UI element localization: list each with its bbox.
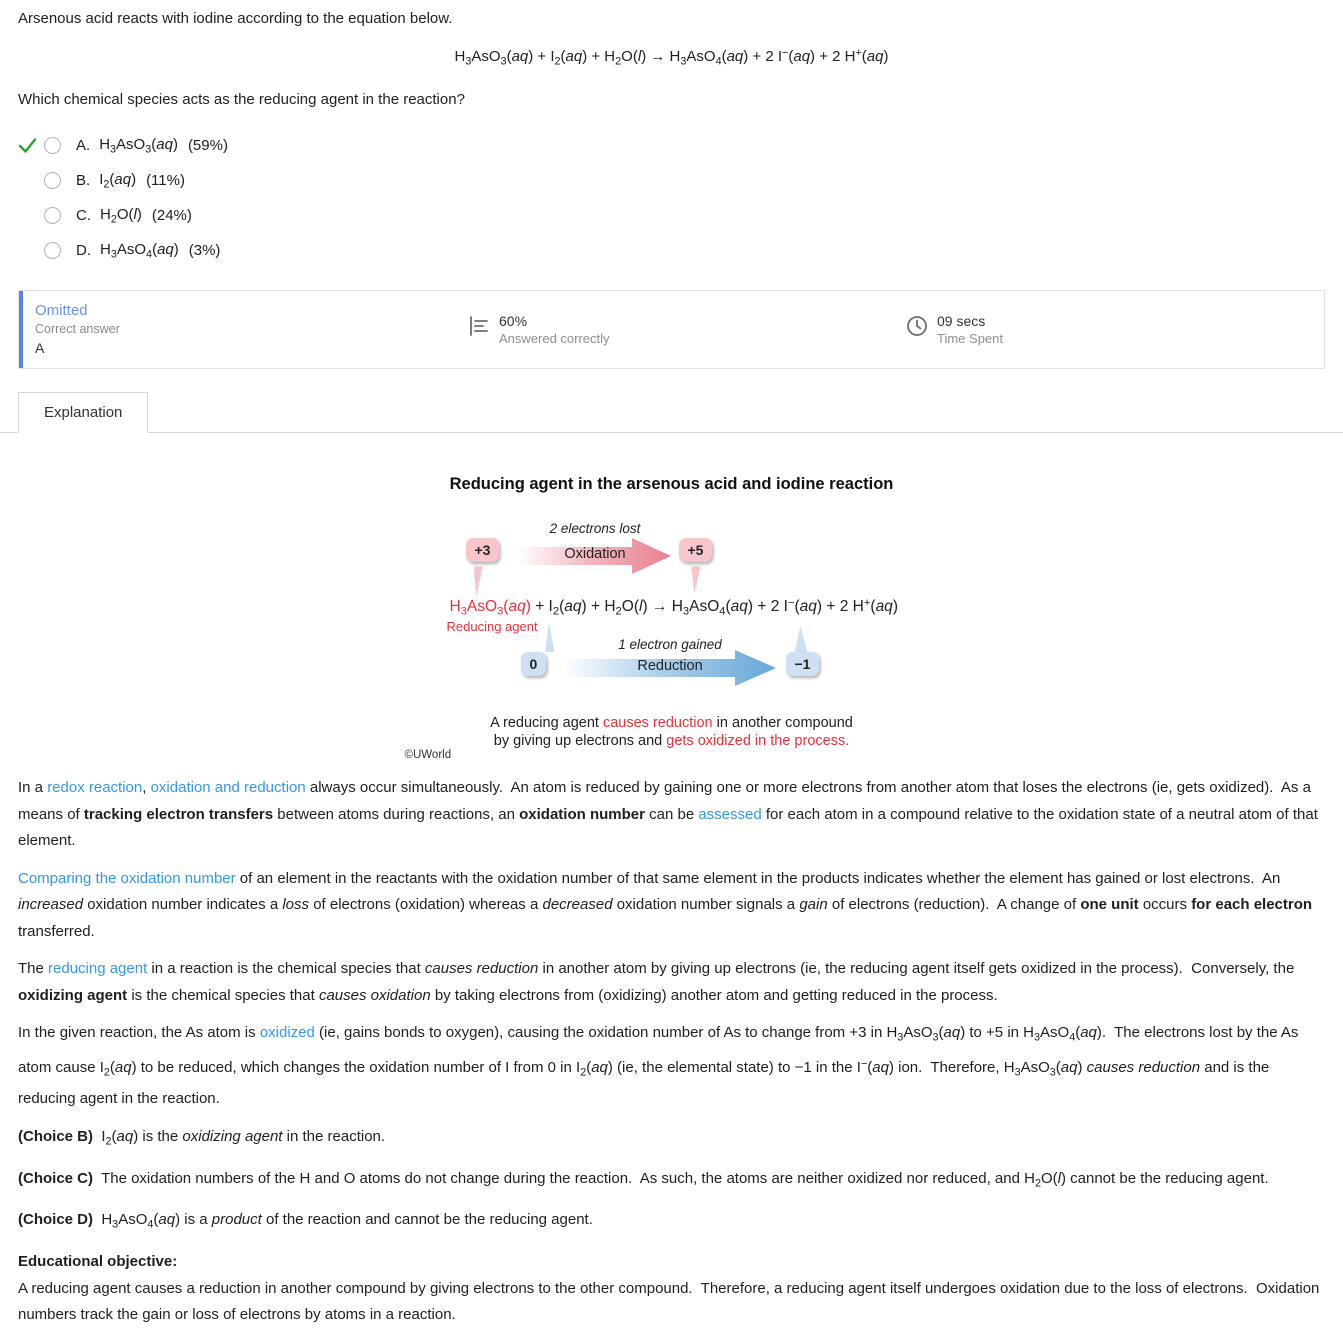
text-segment: oxidation number signals a bbox=[612, 896, 800, 914]
text-segment: (Choice C) bbox=[18, 1169, 93, 1187]
explanation-paragraph bbox=[18, 775, 1325, 855]
text-segment: ( bbox=[151, 136, 157, 154]
text-segment: ) bbox=[525, 598, 531, 616]
text-segment: 4 bbox=[146, 248, 153, 261]
text-segment: product bbox=[211, 1211, 262, 1229]
text-segment: AsO bbox=[686, 47, 716, 65]
oxidation-arrow bbox=[518, 536, 673, 576]
text-segment: − bbox=[860, 1058, 868, 1071]
text-segment: 3 bbox=[110, 143, 117, 156]
question-block bbox=[0, 0, 1343, 268]
text-segment: of electrons (reduction). A change of bbox=[827, 896, 1081, 914]
text-segment: in the reaction. bbox=[282, 1127, 386, 1145]
text-segment: 3 bbox=[682, 605, 690, 618]
text-segment: ) bbox=[136, 206, 142, 224]
text-segment: H bbox=[100, 241, 111, 259]
radio-button[interactable] bbox=[44, 137, 61, 154]
text-segment: ) → H bbox=[642, 598, 683, 616]
text-segment: one unit bbox=[1080, 896, 1139, 914]
text-segment: O( bbox=[621, 47, 638, 65]
text-segment: tracking electron transfers bbox=[83, 805, 274, 823]
question-stem: Arsenous acid reacts with iodine according to the equation below. bbox=[18, 10, 453, 27]
text-segment: ( bbox=[152, 241, 158, 259]
text-segment: aq bbox=[116, 1127, 134, 1145]
figure-equation bbox=[450, 597, 898, 618]
text-segment: + bbox=[863, 597, 871, 610]
text-segment: aq bbox=[511, 47, 529, 65]
text-segment: 3 bbox=[460, 605, 467, 618]
text-segment: of an element in the reactants with the oxidation number of that same element in the products indicates whether the element has gained or lost electrons. An bbox=[235, 869, 1285, 887]
text-segment: 2 bbox=[580, 1066, 587, 1079]
text-segment: gets oxidized in the process. bbox=[666, 733, 850, 750]
text-segment: ) (ie, the elemental state) to −1 in the I bbox=[607, 1059, 861, 1077]
text-segment: ) bbox=[892, 598, 898, 616]
explanation-paragraph bbox=[18, 1020, 1325, 1112]
text-segment: transferred. bbox=[18, 896, 1317, 940]
text-segment: always occur simultaneously. An atom is reduced by gaining one or more electrons from another atom that loses the electrons (ie, gets oxidized). As a means of bbox=[18, 779, 1316, 823]
text-segment: ) + I bbox=[528, 47, 555, 65]
text-segment: in another atom by giving up electrons (ie, the reducing agent itself gets oxidized in the process). Conversely, the bbox=[538, 960, 1299, 978]
text-segment: of electrons (oxidation) whereas a bbox=[309, 896, 543, 914]
text-segment: 3 bbox=[680, 55, 687, 68]
text-segment: causes reduction bbox=[1086, 1059, 1201, 1077]
time-value: 09 secs bbox=[937, 313, 986, 330]
figure-title: Reducing agent in the arsenous acid and iodine reaction bbox=[449, 475, 894, 494]
text-segment: ) is the bbox=[133, 1127, 183, 1145]
text-segment: O( bbox=[621, 598, 639, 616]
text-segment: − bbox=[787, 597, 795, 610]
answer-choices bbox=[18, 128, 1325, 268]
inline-link[interactable]: assessed bbox=[698, 805, 762, 823]
text-segment: 2 bbox=[110, 213, 117, 226]
text-segment: ( bbox=[867, 1059, 873, 1077]
text-segment: ( bbox=[721, 47, 727, 65]
text-segment: ( bbox=[506, 47, 512, 65]
correct-answer-label: Correct answer bbox=[35, 322, 120, 337]
text-segment: ) bbox=[883, 47, 889, 65]
inline-link[interactable]: redox reaction bbox=[47, 779, 143, 797]
text-segment: ) → H bbox=[641, 47, 681, 65]
text-segment: for each electron bbox=[1191, 896, 1313, 914]
text-segment: aq bbox=[799, 598, 817, 616]
text-segment: H bbox=[454, 47, 466, 65]
text-segment: in a reaction is the chemical species that bbox=[147, 960, 425, 978]
text-segment: ) bbox=[1077, 1059, 1087, 1077]
text-segment: 3 bbox=[1034, 1031, 1041, 1044]
text-segment: 4 bbox=[719, 605, 726, 618]
result-summary-card bbox=[18, 290, 1325, 369]
text-segment: AsO bbox=[689, 598, 720, 616]
text-segment: in another compound bbox=[712, 715, 853, 732]
question-prompt: Which chemical species acts as the reducing agent in the reaction? bbox=[18, 91, 465, 109]
text-segment: AsO bbox=[116, 136, 146, 154]
text-segment: ) bbox=[131, 171, 137, 189]
redox-figure bbox=[402, 475, 942, 775]
choice-letter: A. bbox=[76, 137, 91, 155]
text-segment: 4 bbox=[715, 55, 722, 68]
text-segment: , bbox=[142, 779, 151, 797]
text-segment: by taking electrons from (oxidizing) another atom and getting reduced in the process. bbox=[430, 986, 998, 1004]
electrons-lost-note: 2 electrons lost bbox=[549, 521, 641, 537]
text-segment: 3 bbox=[500, 55, 507, 68]
text-segment: is the chemical species that bbox=[127, 986, 319, 1004]
text-segment: aq bbox=[730, 598, 748, 616]
text-segment: aq bbox=[591, 1059, 608, 1077]
text-segment: aq bbox=[793, 47, 811, 65]
choice-formula bbox=[99, 136, 178, 155]
text-segment: l bbox=[637, 47, 642, 65]
text-segment: oxidizing agent bbox=[182, 1127, 283, 1145]
text-segment: aq bbox=[866, 47, 884, 65]
text-segment: ( bbox=[153, 1211, 159, 1229]
radio-button[interactable] bbox=[44, 172, 61, 189]
text-segment: In a bbox=[18, 779, 48, 797]
text-segment: 2 bbox=[103, 178, 110, 191]
text-segment: and is the reducing agent in the reaction. bbox=[18, 1059, 1274, 1108]
text-segment: AsO bbox=[118, 1211, 148, 1229]
status-text: Omitted bbox=[35, 302, 88, 320]
text-segment: ( bbox=[586, 1059, 592, 1077]
text-segment: AsO bbox=[116, 241, 147, 259]
text-segment: H bbox=[100, 206, 111, 224]
text-segment: 4 bbox=[1069, 1031, 1076, 1044]
electron-gained-note: 1 electron gained bbox=[618, 637, 722, 653]
choice-percentage: (11%) bbox=[146, 172, 185, 190]
text-segment: ( bbox=[503, 598, 509, 616]
choice-percentage: (59%) bbox=[187, 137, 228, 155]
text-segment: I bbox=[93, 1127, 106, 1145]
text-segment: 2 bbox=[554, 55, 561, 68]
text-segment: ). The electrons lost by the As atom cause I bbox=[18, 1024, 1303, 1077]
text-segment: 3 bbox=[497, 605, 504, 618]
bubble-tail bbox=[688, 566, 701, 594]
inline-link[interactable]: oxidized bbox=[259, 1024, 315, 1042]
text-segment: ) bbox=[173, 241, 179, 259]
text-segment: ) + 2 H bbox=[816, 598, 864, 616]
text-segment: aq bbox=[508, 598, 526, 616]
educational-objective-title: Educational objective: bbox=[18, 1253, 178, 1271]
text-segment: (ie, gains bonds to oxygen), causing the oxidation number of As to change from +3 in H bbox=[314, 1024, 898, 1042]
text-segment: aq bbox=[943, 1024, 961, 1042]
choice-letter: B. bbox=[76, 172, 91, 190]
answered-label: Answered correctly bbox=[499, 331, 610, 347]
reduction-state-to-bubble: −1 bbox=[786, 652, 820, 676]
text-segment: l bbox=[1057, 1169, 1061, 1187]
text-segment: for each atom in a compound relative to the oxidation state of a neutral atom of that element. bbox=[18, 805, 1323, 850]
text-segment: − bbox=[782, 47, 789, 59]
text-segment: occurs bbox=[1138, 896, 1192, 914]
text-segment: ( bbox=[725, 598, 731, 616]
uworld-credit: ©UWorld bbox=[404, 749, 452, 762]
text-segment: 3 bbox=[112, 1218, 119, 1231]
choice-letter: C. bbox=[76, 207, 91, 225]
text-segment: H bbox=[449, 598, 461, 616]
text-segment: aq bbox=[156, 136, 173, 154]
bubble-tail bbox=[542, 622, 555, 652]
text-segment: can be bbox=[644, 805, 699, 823]
text-segment: aq bbox=[875, 598, 893, 616]
text-segment: loss bbox=[282, 896, 310, 914]
text-segment: aq bbox=[565, 47, 583, 65]
tab-strip bbox=[0, 391, 1343, 433]
text-segment: ( bbox=[794, 598, 800, 616]
text-segment: 4 bbox=[147, 1218, 154, 1231]
reaction-equation bbox=[18, 47, 1325, 67]
choice-letter: D. bbox=[76, 242, 91, 260]
text-segment: by giving up electrons and bbox=[493, 733, 667, 750]
time-label: Time Spent bbox=[937, 331, 1003, 347]
correct-answer-value: A bbox=[35, 340, 45, 357]
oxidation-state-to-bubble: +5 bbox=[679, 538, 713, 562]
text-segment: aq bbox=[564, 598, 582, 616]
clock-icon bbox=[905, 314, 929, 342]
text-segment: aq bbox=[114, 171, 132, 189]
text-segment: AsO bbox=[1020, 1059, 1050, 1077]
inline-link[interactable]: oxidation and reduction bbox=[150, 779, 306, 797]
choice-c-explanation bbox=[18, 1166, 1325, 1197]
text-segment: O( bbox=[1040, 1169, 1058, 1187]
text-segment: causes oxidation bbox=[318, 986, 431, 1004]
text-segment: ) cannot be the reducing agent. bbox=[1060, 1169, 1269, 1187]
text-segment: aq bbox=[158, 1211, 176, 1229]
text-segment: (Choice D) bbox=[18, 1211, 93, 1229]
inline-link[interactable]: reducing agent bbox=[48, 960, 148, 978]
text-segment: aq bbox=[1060, 1059, 1078, 1077]
text-segment: AsO bbox=[466, 598, 498, 616]
time-spent-stat bbox=[905, 313, 1003, 346]
text-segment: ( bbox=[1055, 1059, 1061, 1077]
choice-d-explanation bbox=[18, 1207, 1325, 1238]
figure-caption-line2 bbox=[402, 732, 942, 750]
text-segment: The oxidation numbers of the H and O atoms do not change during the reaction. As such, the atoms are neither oxidized nor reduced, and H bbox=[93, 1169, 1035, 1187]
text-segment: H bbox=[99, 136, 111, 154]
text-segment: 2 bbox=[105, 1135, 112, 1148]
text-segment: aq bbox=[726, 47, 744, 65]
text-segment: oxidizing agent bbox=[18, 986, 128, 1004]
choice-formula bbox=[100, 241, 179, 260]
text-segment: O( bbox=[116, 206, 134, 224]
text-segment: ( bbox=[559, 598, 565, 616]
bubble-tail bbox=[795, 625, 809, 652]
text-segment: aq bbox=[1080, 1024, 1097, 1042]
text-segment: ) is a bbox=[175, 1211, 212, 1229]
answer-choice-c[interactable] bbox=[18, 198, 1325, 233]
text-segment: 3 bbox=[932, 1031, 939, 1044]
text-segment: ( bbox=[861, 47, 867, 65]
answered-correctly-stat bbox=[467, 313, 610, 346]
text-segment: ) to +5 in H bbox=[960, 1024, 1034, 1042]
choice-formula bbox=[99, 171, 136, 190]
text-segment: between atoms during reactions, an bbox=[273, 805, 520, 823]
text-segment: 3 bbox=[897, 1031, 904, 1044]
text-segment: ( bbox=[111, 1127, 117, 1145]
answered-pct: 60% bbox=[499, 313, 528, 330]
text-segment: I bbox=[99, 171, 104, 189]
text-segment: causes reduction bbox=[424, 960, 539, 978]
answer-choice-a[interactable] bbox=[18, 128, 1325, 163]
text-segment: 3 bbox=[1049, 1066, 1056, 1079]
text-segment: ( bbox=[109, 1059, 115, 1077]
text-segment: ) + 2 I bbox=[743, 47, 783, 65]
text-segment: oxidation number bbox=[519, 805, 645, 823]
text-segment: aq bbox=[872, 1059, 889, 1077]
correct-check-icon bbox=[18, 136, 44, 155]
text-segment: 2 bbox=[1034, 1176, 1041, 1189]
text-segment: ) + H bbox=[581, 598, 616, 616]
figure-caption-line1 bbox=[402, 714, 942, 732]
bubble-tail bbox=[474, 566, 487, 596]
text-segment: ( bbox=[1075, 1024, 1081, 1042]
text-segment: 2 bbox=[552, 605, 560, 618]
text-segment: + bbox=[855, 47, 862, 59]
text-segment: 3 bbox=[110, 248, 117, 261]
answer-choice-d[interactable] bbox=[18, 233, 1325, 268]
text-segment: of the reaction and cannot be the reducing agent. bbox=[261, 1211, 593, 1229]
text-segment: 3 bbox=[145, 143, 152, 156]
radio-button[interactable] bbox=[44, 242, 61, 259]
text-segment: oxidation number indicates a bbox=[83, 896, 283, 914]
text-segment: (Choice B) bbox=[18, 1127, 93, 1145]
reducing-agent-label: Reducing agent bbox=[446, 619, 538, 635]
reduction-label: Reduction bbox=[637, 658, 703, 675]
text-segment: ) bbox=[172, 136, 178, 154]
text-segment: causes reduction bbox=[602, 715, 713, 732]
tab-explanation[interactable]: Explanation bbox=[18, 392, 148, 433]
text-segment: ) ion. Therefore, H bbox=[888, 1059, 1015, 1077]
explanation-paragraph bbox=[18, 956, 1325, 1009]
text-segment: aq bbox=[157, 241, 174, 259]
educational-objective-body: A reducing agent causes a reduction in another compound by giving electrons to the other compound. Therefore, a reducing agent itself undergoes oxidation due to the loss of electrons. Oxidation numbers track the gain or loss of electrons by atoms in a reaction. bbox=[18, 1279, 1324, 1324]
text-segment: 3 bbox=[465, 55, 472, 68]
reduction-state-from-bubble: 0 bbox=[521, 652, 547, 676]
text-segment: 2 bbox=[615, 55, 622, 68]
text-segment: In the given reaction, the As atom is bbox=[18, 1024, 260, 1042]
status-block bbox=[35, 302, 120, 356]
text-segment: gain bbox=[799, 896, 828, 914]
text-segment: + I bbox=[530, 598, 553, 616]
oxidation-state-from-bubble: +3 bbox=[466, 538, 500, 562]
text-segment: 3 bbox=[1014, 1066, 1021, 1079]
text-segment: The bbox=[18, 960, 49, 978]
answer-choice-b[interactable] bbox=[18, 163, 1325, 198]
radio-button[interactable] bbox=[44, 207, 61, 224]
text-segment: ( bbox=[109, 171, 115, 189]
text-segment: ( bbox=[938, 1024, 944, 1042]
text-segment: ( bbox=[788, 47, 794, 65]
text-segment: AsO bbox=[903, 1024, 933, 1042]
text-segment: AsO bbox=[471, 47, 501, 65]
choice-percentage: (24%) bbox=[151, 207, 192, 225]
inline-link[interactable]: Comparing the oxidation number bbox=[18, 869, 236, 887]
text-segment: ) + 2 H bbox=[810, 47, 856, 65]
text-segment: decreased bbox=[542, 896, 613, 914]
text-segment: ( bbox=[560, 47, 566, 65]
text-segment: ) + 2 I bbox=[747, 598, 788, 616]
oxidation-label: Oxidation bbox=[564, 546, 626, 563]
text-segment: ) + H bbox=[582, 47, 616, 65]
text-segment: A reducing agent bbox=[490, 715, 603, 732]
status-accent-bar bbox=[19, 291, 23, 368]
text-segment: H bbox=[93, 1211, 113, 1229]
bar-chart-icon bbox=[467, 314, 491, 342]
text-segment: ) to be reduced, which changes the oxidation number of I from 0 in I bbox=[131, 1059, 581, 1077]
choice-percentage: (3%) bbox=[188, 242, 221, 260]
text-segment: 2 bbox=[103, 1066, 110, 1079]
text-segment: l bbox=[638, 598, 643, 616]
choice-formula bbox=[100, 206, 142, 225]
text-segment: increased bbox=[18, 896, 84, 914]
text-segment: ( bbox=[870, 598, 876, 616]
text-segment: 2 bbox=[615, 605, 622, 618]
text-segment: AsO bbox=[1040, 1024, 1070, 1042]
reduction-arrow bbox=[563, 648, 778, 688]
text-segment: l bbox=[133, 206, 137, 224]
choice-b-explanation bbox=[18, 1124, 1325, 1155]
explanation-paragraph bbox=[18, 866, 1325, 946]
explanation-body bbox=[18, 775, 1325, 1329]
text-segment: aq bbox=[114, 1059, 132, 1077]
